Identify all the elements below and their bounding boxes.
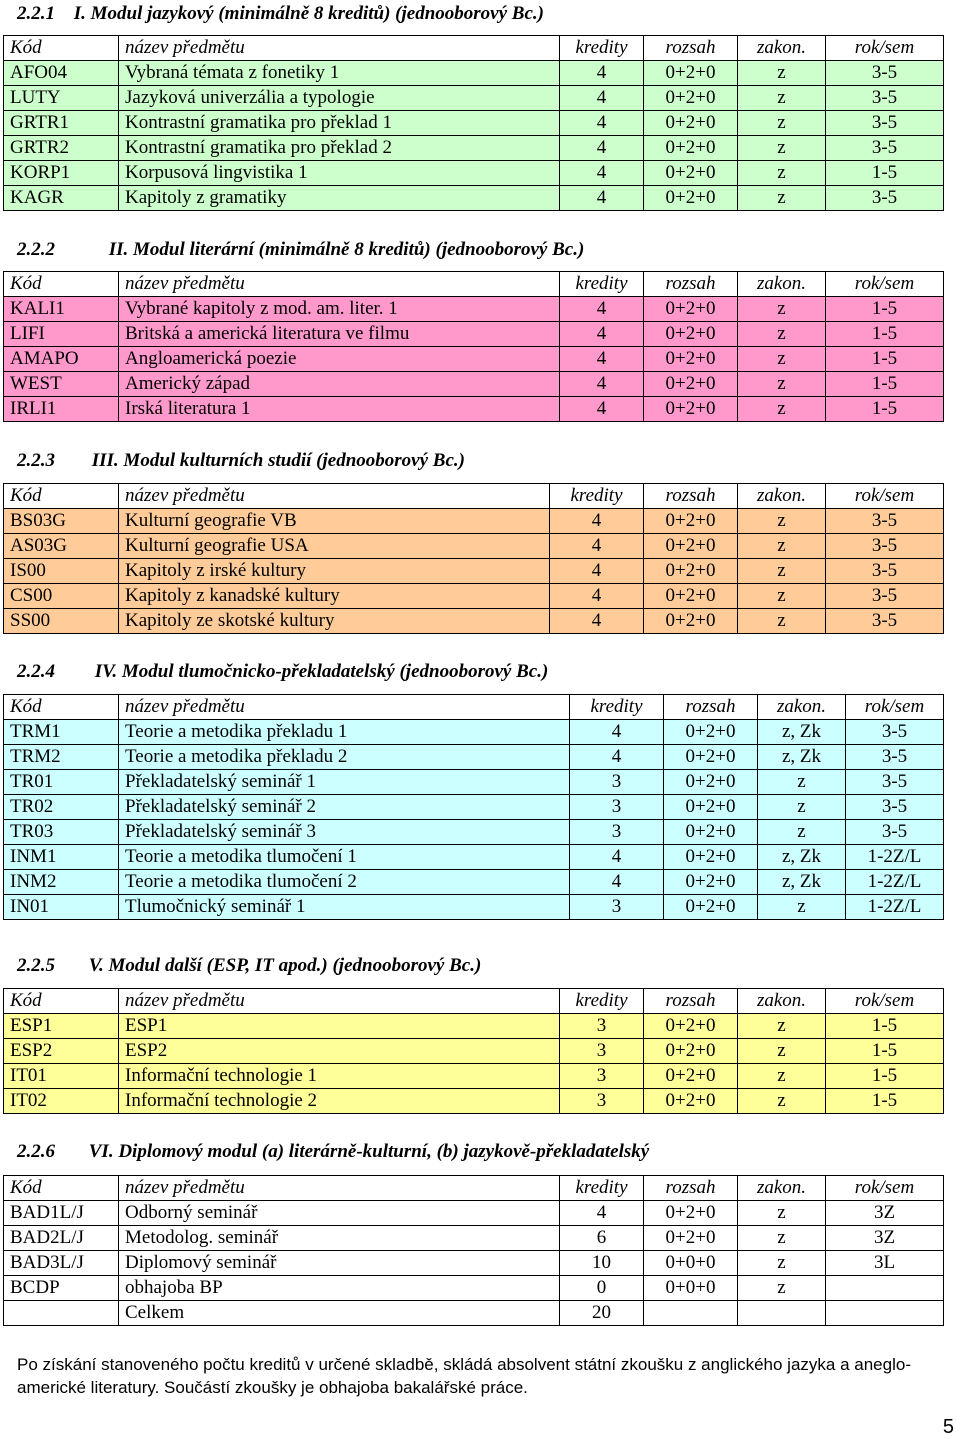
course-completion: z bbox=[738, 1251, 826, 1276]
course-year-sem: 1-5 bbox=[826, 322, 944, 347]
table-row bbox=[4, 322, 944, 347]
col-header-completion: zakon. bbox=[758, 695, 846, 720]
course-range: 0+2+0 bbox=[644, 1014, 738, 1039]
course-code: AFO04 bbox=[4, 61, 119, 86]
course-completion: z bbox=[758, 770, 846, 795]
course-completion: z bbox=[738, 1089, 826, 1114]
course-completion: z bbox=[738, 609, 826, 634]
course-code: CS00 bbox=[4, 584, 119, 609]
course-code: TRM1 bbox=[4, 720, 119, 745]
col-header-name: název předmětu bbox=[119, 989, 560, 1014]
table-row bbox=[4, 136, 944, 161]
section-number: 2.2.6 bbox=[17, 1141, 55, 1162]
course-year-sem: 1-2Z/L bbox=[846, 870, 944, 895]
col-header-code: Kód bbox=[4, 989, 119, 1014]
module-table-4 bbox=[3, 694, 944, 920]
course-completion: z bbox=[738, 509, 826, 534]
course-completion: z bbox=[758, 895, 846, 920]
course-year-sem: 3-5 bbox=[846, 820, 944, 845]
table-header-row bbox=[4, 1176, 944, 1201]
course-name: Irská literatura 1 bbox=[119, 397, 560, 422]
course-range: 0+2+0 bbox=[644, 136, 738, 161]
course-code: TR02 bbox=[4, 795, 119, 820]
course-completion: z, Zk bbox=[758, 720, 846, 745]
course-credits: 4 bbox=[560, 1201, 644, 1226]
table-row bbox=[4, 745, 944, 770]
table-row bbox=[4, 1039, 944, 1064]
course-range: 0+2+0 bbox=[664, 745, 758, 770]
col-header-credits: kredity bbox=[560, 272, 644, 297]
section-heading-1 bbox=[17, 2, 544, 26]
table-row bbox=[4, 870, 944, 895]
course-year-sem: 3L bbox=[826, 1251, 944, 1276]
course-code: BAD2L/J bbox=[4, 1226, 119, 1251]
col-header-name: název předmětu bbox=[119, 484, 550, 509]
course-name: ESP1 bbox=[119, 1014, 560, 1039]
section-number: 2.2.5 bbox=[17, 955, 55, 976]
course-credits: 3 bbox=[560, 1064, 644, 1089]
course-code: INM2 bbox=[4, 870, 119, 895]
course-name: Jazyková univerzália a typologie bbox=[119, 86, 560, 111]
course-year-sem: 3-5 bbox=[846, 720, 944, 745]
section-title: II. Modul literární (minimálně 8 kreditů) (jednooborový Bc.) bbox=[108, 239, 585, 260]
course-credits: 4 bbox=[560, 61, 644, 86]
course-credits: 4 bbox=[560, 397, 644, 422]
table-row bbox=[4, 1251, 944, 1276]
course-completion: z bbox=[738, 347, 826, 372]
course-completion: z, Zk bbox=[758, 745, 846, 770]
course-completion: z bbox=[738, 61, 826, 86]
col-header-code: Kód bbox=[4, 695, 119, 720]
table-row bbox=[4, 161, 944, 186]
col-header-completion: zakon. bbox=[738, 989, 826, 1014]
table-row bbox=[4, 895, 944, 920]
course-name: Informační technologie 1 bbox=[119, 1064, 560, 1089]
course-code: TR03 bbox=[4, 820, 119, 845]
section-number: 2.2.1 bbox=[17, 3, 55, 24]
table-row bbox=[4, 559, 944, 584]
course-completion: z bbox=[738, 297, 826, 322]
course-credits: 3 bbox=[570, 820, 664, 845]
course-completion: z bbox=[738, 1039, 826, 1064]
course-code: IN01 bbox=[4, 895, 119, 920]
course-year-sem: 1-5 bbox=[826, 347, 944, 372]
table-row bbox=[4, 1226, 944, 1251]
course-year-sem: 3Z bbox=[826, 1201, 944, 1226]
course-code: BAD1L/J bbox=[4, 1201, 119, 1226]
table-row bbox=[4, 61, 944, 86]
course-year-sem: 3-5 bbox=[826, 61, 944, 86]
course-completion: z, Zk bbox=[758, 870, 846, 895]
course-year-sem: 1-5 bbox=[826, 1064, 944, 1089]
col-header-year-sem: rok/sem bbox=[846, 695, 944, 720]
course-credits: 3 bbox=[570, 770, 664, 795]
course-credits: 4 bbox=[550, 559, 644, 584]
course-completion bbox=[738, 1301, 826, 1326]
table-header-row bbox=[4, 484, 944, 509]
module-table-6 bbox=[3, 1175, 944, 1326]
table-row bbox=[4, 397, 944, 422]
col-header-year-sem: rok/sem bbox=[826, 989, 944, 1014]
table-row bbox=[4, 720, 944, 745]
course-range: 0+2+0 bbox=[644, 397, 738, 422]
course-range: 0+2+0 bbox=[644, 111, 738, 136]
course-range: 0+2+0 bbox=[644, 61, 738, 86]
table-row bbox=[4, 770, 944, 795]
col-header-credits: kredity bbox=[570, 695, 664, 720]
course-range: 0+2+0 bbox=[644, 584, 738, 609]
course-credits: 4 bbox=[550, 534, 644, 559]
course-year-sem: 3-5 bbox=[826, 609, 944, 634]
course-year-sem bbox=[826, 1301, 944, 1326]
course-range: 0+2+0 bbox=[644, 1226, 738, 1251]
course-name: obhajoba BP bbox=[119, 1276, 560, 1301]
course-year-sem: 3-5 bbox=[826, 534, 944, 559]
table-row bbox=[4, 1201, 944, 1226]
course-code: IRLI1 bbox=[4, 397, 119, 422]
course-name: Informační technologie 2 bbox=[119, 1089, 560, 1114]
course-code: GRTR2 bbox=[4, 136, 119, 161]
course-code: ESP1 bbox=[4, 1014, 119, 1039]
col-header-code: Kód bbox=[4, 484, 119, 509]
course-credits: 0 bbox=[560, 1276, 644, 1301]
course-year-sem: 1-5 bbox=[826, 1039, 944, 1064]
course-code: IS00 bbox=[4, 559, 119, 584]
course-completion: z bbox=[738, 111, 826, 136]
course-range: 0+2+0 bbox=[664, 770, 758, 795]
course-range: 0+2+0 bbox=[644, 559, 738, 584]
course-name: Americký západ bbox=[119, 372, 560, 397]
table-row-total bbox=[4, 1301, 944, 1326]
course-code: WEST bbox=[4, 372, 119, 397]
table-row bbox=[4, 609, 944, 634]
section-heading-5 bbox=[17, 954, 481, 978]
final-exam-note: Po získání stanoveného počtu kreditů v určené skladbě, skládá absolvent státní zkoušku z anglického jazyka a aneglo-americké literatury. Součástí zkoušky je obhajoba bakalářské práce. bbox=[17, 1355, 911, 1397]
course-range: 0+2+0 bbox=[644, 509, 738, 534]
course-credits: 4 bbox=[570, 745, 664, 770]
course-credits: 4 bbox=[560, 372, 644, 397]
course-year-sem: 3-5 bbox=[826, 111, 944, 136]
course-range: 0+2+0 bbox=[644, 534, 738, 559]
section-title: I. Modul jazykový (minimálně 8 kreditů) (jednooborový Bc.) bbox=[73, 3, 544, 24]
course-year-sem: 3-5 bbox=[826, 186, 944, 211]
course-year-sem: 1-2Z/L bbox=[846, 845, 944, 870]
table-row bbox=[4, 509, 944, 534]
course-credits: 4 bbox=[560, 186, 644, 211]
course-range: 0+0+0 bbox=[644, 1251, 738, 1276]
course-completion: z bbox=[738, 186, 826, 211]
course-code: BS03G bbox=[4, 509, 119, 534]
table-row bbox=[4, 1276, 944, 1301]
course-name: Teorie a metodika tlumočení 2 bbox=[119, 870, 570, 895]
table-row bbox=[4, 534, 944, 559]
col-header-name: název předmětu bbox=[119, 1176, 560, 1201]
course-credits: 4 bbox=[550, 509, 644, 534]
course-range: 0+2+0 bbox=[644, 1064, 738, 1089]
course-code: GRTR1 bbox=[4, 111, 119, 136]
course-completion: z bbox=[738, 397, 826, 422]
section-title: VI. Diplomový modul (a) literárně-kulturní, (b) jazykově-překladatelský bbox=[88, 1141, 650, 1162]
table-header-row bbox=[4, 272, 944, 297]
course-year-sem: 1-5 bbox=[826, 1014, 944, 1039]
course-range: 0+2+0 bbox=[664, 870, 758, 895]
course-year-sem: 1-2Z/L bbox=[846, 895, 944, 920]
course-name: Vybraná témata z fonetiky 1 bbox=[119, 61, 560, 86]
course-code: AS03G bbox=[4, 534, 119, 559]
course-name: Kontrastní gramatika pro překlad 1 bbox=[119, 111, 560, 136]
course-completion: z bbox=[738, 559, 826, 584]
course-name: Teorie a metodika překladu 2 bbox=[119, 745, 570, 770]
section-heading-6 bbox=[17, 1140, 649, 1164]
course-code: KALI1 bbox=[4, 297, 119, 322]
course-year-sem: 3-5 bbox=[826, 559, 944, 584]
course-name: Tlumočnický seminář 1 bbox=[119, 895, 570, 920]
table-row bbox=[4, 1064, 944, 1089]
course-year-sem: 1-5 bbox=[826, 1089, 944, 1114]
table-header-row bbox=[4, 36, 944, 61]
course-name: Odborný seminář bbox=[119, 1201, 560, 1226]
table-row bbox=[4, 1014, 944, 1039]
course-completion: z bbox=[758, 795, 846, 820]
course-year-sem: 3-5 bbox=[826, 584, 944, 609]
course-name: Angloamerická poezie bbox=[119, 347, 560, 372]
col-header-year-sem: rok/sem bbox=[826, 1176, 944, 1201]
table-row bbox=[4, 820, 944, 845]
course-code: KORP1 bbox=[4, 161, 119, 186]
course-completion: z bbox=[738, 86, 826, 111]
course-credits: 4 bbox=[570, 845, 664, 870]
course-range: 0+2+0 bbox=[664, 720, 758, 745]
section-number: 2.2.2 bbox=[17, 239, 55, 260]
course-completion: z bbox=[738, 534, 826, 559]
col-header-range: rozsah bbox=[644, 484, 738, 509]
course-range: 0+2+0 bbox=[644, 347, 738, 372]
col-header-name: název předmětu bbox=[119, 272, 560, 297]
course-range: 0+0+0 bbox=[644, 1276, 738, 1301]
course-name: Vybrané kapitoly z mod. am. liter. 1 bbox=[119, 297, 560, 322]
module-table-2 bbox=[3, 271, 944, 422]
course-credits: 4 bbox=[560, 136, 644, 161]
course-name: Kapitoly z irské kultury bbox=[119, 559, 550, 584]
course-year-sem: 3-5 bbox=[846, 745, 944, 770]
course-name: Překladatelský seminář 2 bbox=[119, 795, 570, 820]
course-completion: z bbox=[738, 1064, 826, 1089]
course-code: BCDP bbox=[4, 1276, 119, 1301]
course-name: Teorie a metodika překladu 1 bbox=[119, 720, 570, 745]
col-header-range: rozsah bbox=[644, 272, 738, 297]
course-completion: z bbox=[738, 584, 826, 609]
course-code: AMAPO bbox=[4, 347, 119, 372]
col-header-code: Kód bbox=[4, 272, 119, 297]
col-header-credits: kredity bbox=[560, 1176, 644, 1201]
course-credits: 3 bbox=[570, 795, 664, 820]
total-credits: 20 bbox=[560, 1301, 644, 1326]
course-completion: z bbox=[738, 322, 826, 347]
course-code: SS00 bbox=[4, 609, 119, 634]
course-name: Překladatelský seminář 3 bbox=[119, 820, 570, 845]
course-name: Kapitoly ze skotské kultury bbox=[119, 609, 550, 634]
col-header-range: rozsah bbox=[664, 695, 758, 720]
course-completion: z, Zk bbox=[758, 845, 846, 870]
table-row bbox=[4, 347, 944, 372]
course-year-sem: 1-5 bbox=[826, 297, 944, 322]
course-credits: 6 bbox=[560, 1226, 644, 1251]
course-year-sem: 1-5 bbox=[826, 372, 944, 397]
section-title: V. Modul další (ESP, IT apod.) (jednooborový Bc.) bbox=[88, 955, 482, 976]
course-range: 0+2+0 bbox=[644, 372, 738, 397]
course-credits: 4 bbox=[560, 322, 644, 347]
course-credits: 3 bbox=[560, 1089, 644, 1114]
course-completion: z bbox=[738, 161, 826, 186]
course-credits: 3 bbox=[560, 1039, 644, 1064]
table-row bbox=[4, 111, 944, 136]
course-completion: z bbox=[738, 1014, 826, 1039]
module-table-1 bbox=[3, 35, 944, 211]
course-code: TRM2 bbox=[4, 745, 119, 770]
course-name: Kapitoly z kanadské kultury bbox=[119, 584, 550, 609]
course-completion: z bbox=[738, 136, 826, 161]
course-credits: 4 bbox=[550, 609, 644, 634]
table-header-row bbox=[4, 989, 944, 1014]
course-credits: 4 bbox=[570, 720, 664, 745]
col-header-completion: zakon. bbox=[738, 272, 826, 297]
col-header-year-sem: rok/sem bbox=[826, 484, 944, 509]
col-header-code: Kód bbox=[4, 36, 119, 61]
section-number: 2.2.3 bbox=[17, 450, 55, 471]
course-name: Metodolog. seminář bbox=[119, 1226, 560, 1251]
course-code: IT01 bbox=[4, 1064, 119, 1089]
course-range: 0+2+0 bbox=[644, 161, 738, 186]
course-range: 0+2+0 bbox=[644, 1039, 738, 1064]
course-name: Kulturní geografie USA bbox=[119, 534, 550, 559]
course-credits: 4 bbox=[570, 870, 664, 895]
table-row bbox=[4, 795, 944, 820]
section-title: IV. Modul tlumočnicko-překladatelský (jednooborový Bc.) bbox=[94, 661, 549, 682]
course-range: 0+2+0 bbox=[644, 609, 738, 634]
course-completion: z bbox=[738, 1276, 826, 1301]
table-header-row bbox=[4, 695, 944, 720]
course-range: 0+2+0 bbox=[664, 795, 758, 820]
course-completion: z bbox=[738, 372, 826, 397]
col-header-name: název předmětu bbox=[119, 36, 560, 61]
course-completion: z bbox=[758, 820, 846, 845]
table-row bbox=[4, 297, 944, 322]
course-range: 0+2+0 bbox=[644, 1201, 738, 1226]
course-code: ESP2 bbox=[4, 1039, 119, 1064]
col-header-range: rozsah bbox=[644, 989, 738, 1014]
course-credits: 3 bbox=[570, 895, 664, 920]
table-row bbox=[4, 86, 944, 111]
table-row bbox=[4, 845, 944, 870]
col-header-credits: kredity bbox=[550, 484, 644, 509]
course-code: TR01 bbox=[4, 770, 119, 795]
course-credits: 4 bbox=[560, 161, 644, 186]
course-name: Překladatelský seminář 1 bbox=[119, 770, 570, 795]
course-credits: 4 bbox=[560, 347, 644, 372]
course-name: Korpusová lingvistika 1 bbox=[119, 161, 560, 186]
course-completion: z bbox=[738, 1226, 826, 1251]
col-header-code: Kód bbox=[4, 1176, 119, 1201]
course-credits: 4 bbox=[560, 111, 644, 136]
course-range: 0+2+0 bbox=[644, 297, 738, 322]
course-name: Kontrastní gramatika pro překlad 2 bbox=[119, 136, 560, 161]
course-credits: 4 bbox=[550, 584, 644, 609]
total-label: Celkem bbox=[119, 1301, 560, 1326]
course-code: BAD3L/J bbox=[4, 1251, 119, 1276]
course-completion: z bbox=[738, 1201, 826, 1226]
col-header-year-sem: rok/sem bbox=[826, 36, 944, 61]
col-header-completion: zakon. bbox=[738, 36, 826, 61]
course-range: 0+2+0 bbox=[644, 86, 738, 111]
course-credits: 10 bbox=[560, 1251, 644, 1276]
course-credits: 3 bbox=[560, 1014, 644, 1039]
course-code: LIFI bbox=[4, 322, 119, 347]
module-table-5 bbox=[3, 988, 944, 1114]
course-year-sem: 1-5 bbox=[826, 397, 944, 422]
course-code: INM1 bbox=[4, 845, 119, 870]
course-range bbox=[644, 1301, 738, 1326]
course-name: Kapitoly z gramatiky bbox=[119, 186, 560, 211]
col-header-name: název předmětu bbox=[119, 695, 570, 720]
course-year-sem: 3-5 bbox=[846, 770, 944, 795]
course-range: 0+2+0 bbox=[644, 186, 738, 211]
section-number: 2.2.4 bbox=[17, 661, 55, 682]
course-year-sem: 3-5 bbox=[826, 509, 944, 534]
course-code bbox=[4, 1301, 119, 1326]
module-table-3 bbox=[3, 483, 944, 634]
col-header-credits: kredity bbox=[560, 36, 644, 61]
table-row bbox=[4, 186, 944, 211]
table-row bbox=[4, 1089, 944, 1114]
col-header-credits: kredity bbox=[560, 989, 644, 1014]
page-number: 5 bbox=[942, 1416, 954, 1438]
section-heading-4 bbox=[17, 660, 548, 684]
course-range: 0+2+0 bbox=[644, 322, 738, 347]
course-year-sem: 3-5 bbox=[826, 86, 944, 111]
course-range: 0+2+0 bbox=[664, 895, 758, 920]
table-row bbox=[4, 372, 944, 397]
col-header-completion: zakon. bbox=[738, 1176, 826, 1201]
course-credits: 4 bbox=[560, 297, 644, 322]
course-year-sem: 1-5 bbox=[826, 161, 944, 186]
col-header-range: rozsah bbox=[644, 36, 738, 61]
section-title: III. Modul kulturních studií (jednooborový Bc.) bbox=[91, 450, 465, 471]
course-name: Britská a americká literatura ve filmu bbox=[119, 322, 560, 347]
course-name: Teorie a metodika tlumočení 1 bbox=[119, 845, 570, 870]
course-year-sem: 3-5 bbox=[846, 795, 944, 820]
course-range: 0+2+0 bbox=[644, 1089, 738, 1114]
course-name: Diplomový seminář bbox=[119, 1251, 560, 1276]
course-code: KAGR bbox=[4, 186, 119, 211]
course-range: 0+2+0 bbox=[664, 845, 758, 870]
course-name: ESP2 bbox=[119, 1039, 560, 1064]
course-code: IT02 bbox=[4, 1089, 119, 1114]
section-heading-3 bbox=[17, 449, 465, 473]
section-heading-2 bbox=[17, 238, 584, 262]
course-credits: 4 bbox=[560, 86, 644, 111]
course-year-sem: 3-5 bbox=[826, 136, 944, 161]
course-year-sem bbox=[826, 1276, 944, 1301]
course-range: 0+2+0 bbox=[664, 820, 758, 845]
col-header-completion: zakon. bbox=[738, 484, 826, 509]
course-name: Kulturní geografie VB bbox=[119, 509, 550, 534]
course-year-sem: 3Z bbox=[826, 1226, 944, 1251]
col-header-year-sem: rok/sem bbox=[826, 272, 944, 297]
table-row bbox=[4, 584, 944, 609]
col-header-range: rozsah bbox=[644, 1176, 738, 1201]
course-code: LUTY bbox=[4, 86, 119, 111]
